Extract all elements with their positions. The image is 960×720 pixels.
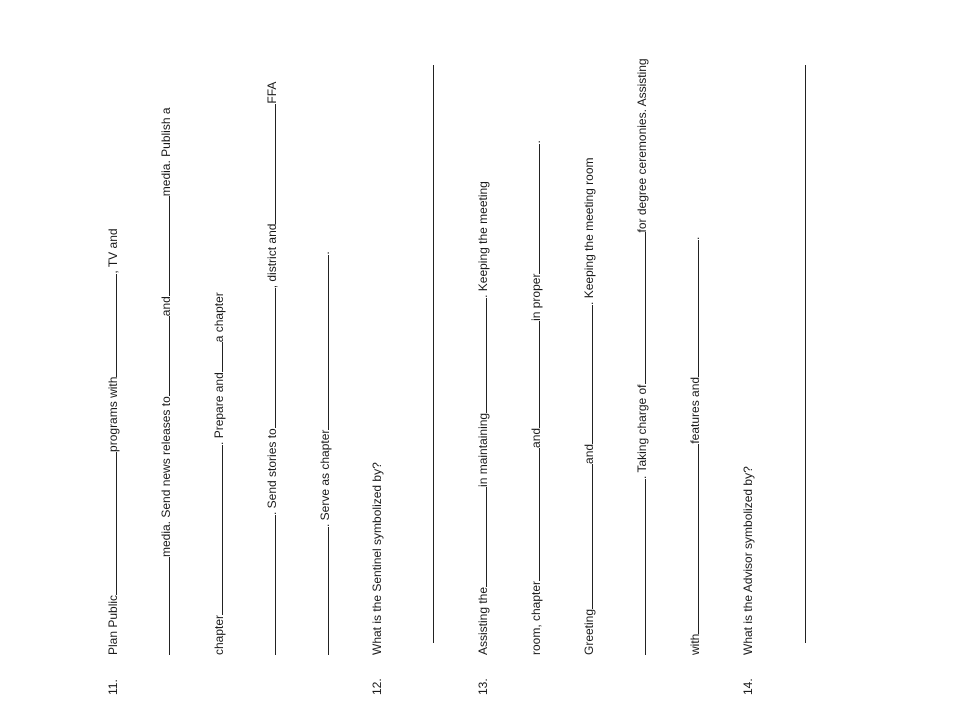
blank[interactable] [159, 316, 170, 396]
q11-l3-text-b: . Prepare and [212, 372, 226, 445]
q13-l3-text-a: Greeting [582, 608, 596, 655]
q14-number: 14. [741, 678, 755, 695]
q11-l1-text-a: Plan Public [106, 594, 120, 655]
blank[interactable] [265, 288, 276, 428]
q11-l4-text-a: . Send stories to [265, 428, 279, 515]
blank[interactable] [688, 240, 699, 377]
q11-number: 11. [106, 679, 120, 695]
q11-l3-text-c: a chapter [212, 292, 226, 343]
blank[interactable] [529, 144, 540, 274]
q14-answer-line [795, 65, 809, 643]
blank[interactable] [106, 452, 117, 595]
q13-line-5 [688, 237, 702, 655]
blank[interactable] [159, 196, 170, 296]
answer-blank[interactable] [423, 65, 434, 643]
q13-l1-text-b: in maintaining [476, 412, 490, 487]
q11-line-2 [159, 107, 173, 655]
q12-answer-line [423, 65, 437, 643]
blank[interactable] [265, 515, 276, 655]
q13-l4-text-a: . Taking charge of [635, 384, 649, 479]
q13-l2-text-d: . [529, 140, 543, 144]
q12-number: 12. [370, 678, 384, 695]
q13-l2-text-a: room, chapter [529, 580, 543, 655]
q11-l2-text-a: media. Send news releases to [159, 396, 173, 557]
q14-question: What is the Advisor symbolized by? [741, 466, 755, 655]
q11-l2-text-c: media. Publish a [159, 107, 173, 197]
q11-l5-text-a: . Serve as chapter [318, 429, 332, 527]
blank[interactable] [688, 444, 699, 634]
q13-l4-text-b: for degree ceremonies. Assisting [635, 58, 649, 233]
blank[interactable] [159, 557, 170, 655]
blank[interactable] [318, 255, 329, 430]
blank[interactable] [635, 479, 646, 655]
q13-line-3 [582, 158, 596, 655]
blank[interactable] [529, 448, 540, 581]
q11-line-3 [212, 292, 226, 655]
blank[interactable] [635, 232, 646, 384]
q11-line-4 [265, 82, 279, 655]
q11-l1-text-b: programs with [106, 376, 120, 452]
blank[interactable] [582, 305, 593, 444]
blank[interactable] [212, 342, 223, 372]
q11-l4-text-c: FFA [265, 81, 279, 104]
q13-line-4 [635, 58, 649, 655]
q13-l5-text-a: with [688, 633, 702, 655]
q11-l1-text-c: , TV and [106, 228, 120, 274]
blank[interactable] [318, 527, 329, 655]
blank[interactable] [265, 104, 276, 224]
q11-l2-text-b: and [159, 296, 173, 317]
q11-l3-text-a: chapter [212, 614, 226, 655]
q13-l2-text-c: in proper [529, 273, 543, 321]
q13-l1-text-a: Assisting the [476, 586, 490, 655]
blank[interactable] [476, 487, 487, 587]
q13-line-2 [529, 140, 543, 655]
q13-l5-text-b: features and [688, 376, 702, 444]
q13-l2-text-b: and [529, 427, 543, 448]
blank[interactable] [582, 464, 593, 609]
q11-l5-text-b: . [318, 251, 332, 255]
q12-question: What is the Sentinel symbolized by? [370, 462, 384, 655]
q11-line-5 [318, 251, 332, 655]
q13-l1-text-c: . Keeping the meeting [476, 181, 490, 298]
q13-line-1 [476, 181, 490, 655]
blank[interactable] [212, 445, 223, 615]
q11-l4-text-b: , district and [265, 223, 279, 289]
q13-number: 13. [476, 678, 490, 695]
answer-blank[interactable] [795, 65, 806, 643]
q11-line-1 [106, 228, 120, 655]
q13-l3-text-c: . Keeping the meeting room [582, 157, 596, 305]
blank[interactable] [476, 298, 487, 413]
blank[interactable] [106, 274, 117, 377]
q13-l5-text-c: . [688, 236, 702, 240]
blank[interactable] [529, 321, 540, 428]
q13-l3-text-b: and [582, 443, 596, 464]
